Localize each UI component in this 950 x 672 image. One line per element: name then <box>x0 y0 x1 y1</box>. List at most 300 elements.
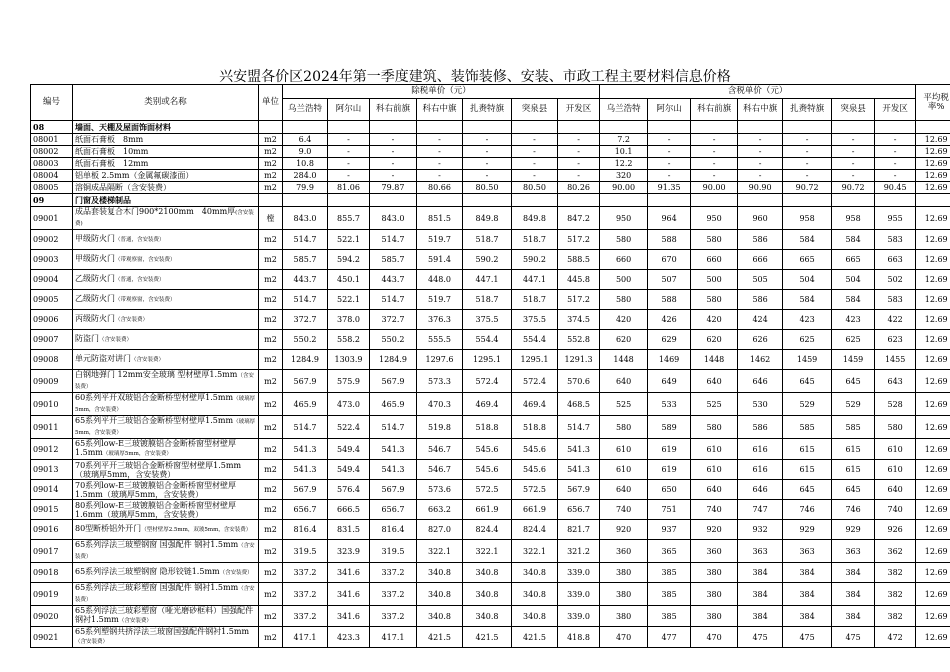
pretax-price-cell: 339.0 <box>558 563 600 583</box>
tax-price-cell: 625 <box>832 330 875 350</box>
item-name-cell <box>73 500 259 520</box>
item-note: （玻璃厚5mm，含安装费） <box>75 396 256 413</box>
header-tax-region: 乌兰浩特 <box>600 99 648 121</box>
tax-price-cell: 384 <box>832 563 875 583</box>
item-name: 70系列平开三玻铝合金断桥窗型材壁厚1.5mm（玻璃厚5mm，含安装费） <box>75 460 242 479</box>
tax-price-cell: - <box>783 134 832 146</box>
item-name: 纸面石膏板 8mm <box>75 135 144 144</box>
item-name: 甲级防火门 <box>75 234 115 243</box>
item-name: 70系列low-E三玻镀膜铝合金断桥窗型材壁厚1.5mm（玻璃厚5mm，含安装费） <box>75 480 236 499</box>
item-name-cell <box>73 330 259 350</box>
pretax-price-cell: 661.9 <box>512 500 558 520</box>
item-name-cell <box>73 290 259 310</box>
item-code: 09020 <box>31 606 73 627</box>
empty-cell <box>417 194 463 207</box>
tax-price-cell: 960 <box>738 207 783 230</box>
item-code: 09009 <box>31 370 73 393</box>
tax-price-cell: 380 <box>600 583 648 606</box>
tax-price-cell: 362 <box>875 540 916 563</box>
tax-price-cell: 640 <box>691 480 738 500</box>
tax-price-cell: - <box>783 146 832 158</box>
item-name: 65系列浮法三玻彩塑窗（哑光磨砂框料）国强配件 钢衬1.5mm <box>75 606 254 624</box>
tax-price-cell: 475 <box>738 627 783 648</box>
pretax-price-cell: 570.6 <box>558 370 600 393</box>
item-name-cell <box>73 350 259 370</box>
tax-price-cell: 580 <box>600 230 648 250</box>
item-name-cell <box>73 270 259 290</box>
pretax-price-cell: 567.9 <box>558 480 600 500</box>
tax-rate-cell: 12.69 <box>916 500 950 520</box>
tax-price-cell: 529 <box>832 393 875 416</box>
tax-price-cell: - <box>875 134 916 146</box>
page-title: 兴安盟各价区2024年第一季度建筑、装饰装修、安装、市政工程主要材料信息价格 <box>219 69 731 85</box>
pretax-price-cell: 558.2 <box>328 330 370 350</box>
tax-price-cell: 584 <box>783 230 832 250</box>
tax-price-cell: - <box>738 146 783 158</box>
item-unit: m2 <box>259 393 283 416</box>
tax-price-cell: 645 <box>783 370 832 393</box>
table-row <box>31 520 950 540</box>
tax-price-cell: 365 <box>648 540 691 563</box>
item-note: （含安装费） <box>131 357 165 363</box>
item-name-cell <box>73 158 259 170</box>
empty-cell <box>370 194 417 207</box>
pretax-price-cell: 337.2 <box>370 606 417 627</box>
item-unit: m2 <box>259 310 283 330</box>
tax-price-cell: 585 <box>832 416 875 439</box>
item-unit: m2 <box>259 290 283 310</box>
item-code: 09001 <box>31 207 73 230</box>
tax-price-cell: 950 <box>691 207 738 230</box>
item-unit: m2 <box>259 500 283 520</box>
tax-price-cell: - <box>691 170 738 182</box>
pretax-price-cell: - <box>328 134 370 146</box>
pretax-price-cell: - <box>512 158 558 170</box>
pretax-price-cell: 10.8 <box>283 158 328 170</box>
tax-price-cell: 91.35 <box>648 182 691 194</box>
tax-price-cell: 585 <box>783 416 832 439</box>
tax-price-cell: 580 <box>875 416 916 439</box>
pretax-price-cell: 337.2 <box>283 563 328 583</box>
pretax-price-cell: 518.7 <box>512 290 558 310</box>
item-name: 溶铜成品隔断（含安装费） <box>75 183 171 192</box>
pretax-price-cell: - <box>512 134 558 146</box>
tax-price-cell: 588 <box>648 290 691 310</box>
tax-price-cell: 528 <box>875 393 916 416</box>
tax-rate-cell: 12.69 <box>916 290 950 310</box>
pretax-price-cell: 473.0 <box>328 393 370 416</box>
tax-price-cell: - <box>783 158 832 170</box>
pretax-price-cell: 1284.9 <box>283 350 328 370</box>
table-row <box>31 230 950 250</box>
item-name-cell <box>73 480 259 500</box>
tax-price-cell: 645 <box>783 480 832 500</box>
tax-rate-cell: 12.69 <box>916 230 950 250</box>
item-name-cell <box>73 563 259 583</box>
tax-price-cell: 583 <box>875 290 916 310</box>
pretax-price-cell: 824.4 <box>512 520 558 540</box>
item-code: 09016 <box>31 520 73 540</box>
item-code: 09004 <box>31 270 73 290</box>
pretax-price-cell: 418.8 <box>558 627 600 648</box>
item-note: （含安装费） <box>75 639 109 645</box>
header-tax-region: 扎赉特旗 <box>783 99 832 121</box>
pretax-price-cell: 541.3 <box>283 460 328 480</box>
tax-price-cell: 504 <box>783 270 832 290</box>
pretax-price-cell: 321.2 <box>558 540 600 563</box>
pretax-price-cell: 851.5 <box>417 207 463 230</box>
pretax-price-cell: 340.8 <box>463 583 512 606</box>
pretax-price-cell: - <box>370 146 417 158</box>
tax-price-cell: 666 <box>738 250 783 270</box>
pretax-price-cell: 514.7 <box>283 290 328 310</box>
item-name: 成品套装复合木门900*2100mm 40mm厚 <box>75 207 236 216</box>
item-name-cell <box>73 134 259 146</box>
item-note: （含安装费） <box>115 317 149 323</box>
pretax-price-cell: 340.8 <box>512 583 558 606</box>
pretax-price-cell: 322.1 <box>463 540 512 563</box>
item-note: （含安装费） <box>75 373 254 390</box>
item-note: （含安装费） <box>75 586 255 603</box>
tax-price-cell: 1448 <box>691 350 738 370</box>
pretax-price-cell: 417.1 <box>370 627 417 648</box>
tax-price-cell: - <box>648 134 691 146</box>
tax-price-cell: 625 <box>783 330 832 350</box>
item-unit: m2 <box>259 627 283 648</box>
item-code: 09002 <box>31 230 73 250</box>
tax-rate-cell: 12.69 <box>916 520 950 540</box>
pretax-price-cell: 469.4 <box>463 393 512 416</box>
pretax-price-cell: - <box>463 134 512 146</box>
tax-rate-cell: 12.69 <box>916 439 950 460</box>
empty-cell <box>691 121 738 134</box>
pretax-price-cell: 340.8 <box>417 583 463 606</box>
item-name-cell <box>73 207 259 230</box>
tax-rate-cell: 12.69 <box>916 460 950 480</box>
tax-price-cell: 937 <box>648 520 691 540</box>
tax-price-cell: 384 <box>738 583 783 606</box>
pretax-price-cell: 468.5 <box>558 393 600 416</box>
pretax-price-cell: 550.2 <box>283 330 328 350</box>
tax-price-cell: 751 <box>648 500 691 520</box>
pretax-price-cell: 590.2 <box>463 250 512 270</box>
pretax-price-cell: 656.7 <box>370 500 417 520</box>
item-name-cell <box>73 310 259 330</box>
table-row <box>31 460 950 480</box>
item-unit: m2 <box>259 606 283 627</box>
pretax-price-cell: 518.7 <box>512 230 558 250</box>
pretax-price-cell: 514.7 <box>558 416 600 439</box>
tax-price-cell: 363 <box>738 540 783 563</box>
item-note: （型材壁厚2.5mm，双玻5mm，含安装费） <box>141 527 252 533</box>
pretax-price-cell: 450.1 <box>328 270 370 290</box>
tax-price-cell: 740 <box>875 500 916 520</box>
header-tax-region: 科右前旗 <box>691 99 738 121</box>
tax-price-cell: 629 <box>648 330 691 350</box>
tax-price-cell: 665 <box>783 250 832 270</box>
item-name: 65系列塑钢共挤浮法三玻窗国强配件钢衬1.5mm <box>75 627 250 636</box>
tax-price-cell: 663 <box>875 250 916 270</box>
item-name-cell <box>73 250 259 270</box>
pretax-price-cell: 567.9 <box>370 480 417 500</box>
tax-price-cell: 380 <box>600 563 648 583</box>
tax-rate-cell: 12.69 <box>916 170 950 182</box>
tax-price-cell: 958 <box>783 207 832 230</box>
pretax-price-cell: 514.7 <box>283 416 328 439</box>
tax-price-cell: 380 <box>691 583 738 606</box>
tax-price-cell: - <box>832 158 875 170</box>
tax-price-cell: - <box>691 158 738 170</box>
pretax-price-cell: - <box>512 170 558 182</box>
tax-price-cell: - <box>691 146 738 158</box>
pretax-price-cell: - <box>370 134 417 146</box>
tax-price-cell: 384 <box>832 606 875 627</box>
pretax-price-cell: 519.8 <box>417 416 463 439</box>
empty-cell <box>328 194 370 207</box>
table-row <box>31 290 950 310</box>
pretax-price-cell: 816.4 <box>370 520 417 540</box>
tax-price-cell: - <box>832 170 875 182</box>
pretax-price-cell: 575.9 <box>328 370 370 393</box>
pretax-price-cell: 567.9 <box>283 480 328 500</box>
table-row <box>31 480 950 500</box>
pretax-price-cell: 1297.6 <box>417 350 463 370</box>
pretax-price-cell: 843.0 <box>370 207 417 230</box>
tax-rate-cell: 12.69 <box>916 250 950 270</box>
item-unit: m2 <box>259 330 283 350</box>
tax-rate-cell: 12.69 <box>916 146 950 158</box>
item-note: （含安装费） <box>118 618 152 624</box>
pretax-price-cell: - <box>558 158 600 170</box>
tax-price-cell: - <box>875 146 916 158</box>
pretax-price-cell: 1303.9 <box>328 350 370 370</box>
pretax-price-cell: 375.5 <box>463 310 512 330</box>
tax-price-cell: 586 <box>738 230 783 250</box>
tax-rate-cell: 12.69 <box>916 563 950 583</box>
tax-price-cell: 504 <box>832 270 875 290</box>
pretax-price-cell: 80.66 <box>417 182 463 194</box>
tax-price-cell: 615 <box>783 439 832 460</box>
empty-cell <box>916 194 950 207</box>
item-name-cell <box>73 146 259 158</box>
pretax-price-cell: 514.7 <box>283 230 328 250</box>
pretax-price-cell: - <box>463 146 512 158</box>
tax-price-cell: 420 <box>600 310 648 330</box>
tax-rate-cell: 12.69 <box>916 270 950 290</box>
pretax-price-cell: - <box>463 170 512 182</box>
tax-price-cell: 424 <box>738 310 783 330</box>
item-name-cell <box>73 583 259 606</box>
tax-price-cell: 580 <box>691 290 738 310</box>
pretax-price-cell: 541.3 <box>558 460 600 480</box>
tax-rate-cell: 12.69 <box>916 370 950 393</box>
item-name: 80型断桥铝外开门 <box>75 524 142 533</box>
tax-price-cell: 964 <box>648 207 691 230</box>
pretax-price-cell: 831.5 <box>328 520 370 540</box>
pretax-price-cell: 518.7 <box>463 230 512 250</box>
pretax-price-cell: 550.2 <box>370 330 417 350</box>
tax-price-cell: 472 <box>875 627 916 648</box>
table-row <box>31 627 950 648</box>
tax-price-cell: 650 <box>648 480 691 500</box>
section-row <box>31 194 950 207</box>
item-note: （玻璃厚5mm，含安装费） <box>75 419 256 436</box>
empty-cell <box>283 194 328 207</box>
pretax-price-cell: 421.5 <box>512 627 558 648</box>
pretax-price-cell: 374.5 <box>558 310 600 330</box>
section-name: 墙面、天棚及屋面饰面材料 <box>73 121 259 134</box>
tax-price-cell: 643 <box>875 370 916 393</box>
tax-price-cell: - <box>738 170 783 182</box>
item-code: 08004 <box>31 170 73 182</box>
tax-price-cell: 525 <box>600 393 648 416</box>
tax-rate-cell: 12.69 <box>916 310 950 330</box>
tax-price-cell: 583 <box>875 230 916 250</box>
pretax-price-cell: 554.4 <box>512 330 558 350</box>
item-code: 09010 <box>31 393 73 416</box>
pretax-price-cell: 545.6 <box>512 439 558 460</box>
pretax-price-cell: 341.6 <box>328 583 370 606</box>
pretax-price-cell: 447.1 <box>512 270 558 290</box>
pretax-price-cell: 448.0 <box>417 270 463 290</box>
tax-rate-cell: 12.69 <box>916 207 950 230</box>
pretax-price-cell: 1291.3 <box>558 350 600 370</box>
table-row <box>31 606 950 627</box>
tax-price-cell: 382 <box>875 606 916 627</box>
tax-price-cell: 649 <box>648 370 691 393</box>
item-unit: m2 <box>259 182 283 194</box>
header-pretax-group: 除税单价（元） <box>283 85 600 99</box>
tax-price-cell: 586 <box>738 290 783 310</box>
pretax-price-cell: - <box>417 134 463 146</box>
tax-price-cell: 384 <box>738 606 783 627</box>
pretax-price-cell: 340.8 <box>512 563 558 583</box>
pretax-price-cell: 549.4 <box>328 460 370 480</box>
empty-cell <box>648 194 691 207</box>
header-pre-region: 科右中旗 <box>417 99 463 121</box>
tax-price-cell: - <box>875 170 916 182</box>
pretax-price-cell: 545.6 <box>512 460 558 480</box>
tax-price-cell: 363 <box>832 540 875 563</box>
header-tax-region: 突泉县 <box>832 99 875 121</box>
tax-rate-cell: 12.69 <box>916 330 950 350</box>
tax-price-cell: 584 <box>832 230 875 250</box>
pretax-price-cell: 545.6 <box>463 460 512 480</box>
pretax-price-cell: 585.7 <box>283 250 328 270</box>
tax-price-cell: 530 <box>738 393 783 416</box>
pretax-price-cell: 443.7 <box>283 270 328 290</box>
tax-price-cell: 1448 <box>600 350 648 370</box>
header-unit: 单位 <box>259 85 283 121</box>
pretax-price-cell: 656.7 <box>283 500 328 520</box>
pretax-price-cell: 1295.1 <box>463 350 512 370</box>
tax-price-cell: 507 <box>648 270 691 290</box>
pretax-price-cell: 340.8 <box>417 606 463 627</box>
pretax-price-cell: 585.7 <box>370 250 417 270</box>
item-name: 甲级防火门 <box>75 254 115 263</box>
tax-rate-cell: 12.69 <box>916 627 950 648</box>
item-name-cell <box>73 170 259 182</box>
empty-cell <box>648 121 691 134</box>
item-code: 09011 <box>31 416 73 439</box>
pretax-price-cell: 79.87 <box>370 182 417 194</box>
header-name: 类别或名称 <box>73 85 259 121</box>
pretax-price-cell: 816.4 <box>283 520 328 540</box>
tax-rate-cell: 12.69 <box>916 350 950 370</box>
item-code: 08001 <box>31 134 73 146</box>
item-unit: m2 <box>259 270 283 290</box>
pretax-price-cell: 323.9 <box>328 540 370 563</box>
item-name: 纸面石膏板 10mm <box>75 147 149 156</box>
pretax-price-cell: 514.7 <box>370 416 417 439</box>
tax-price-cell: 619 <box>648 460 691 480</box>
empty-cell <box>463 194 512 207</box>
tax-price-cell: 475 <box>783 627 832 648</box>
pretax-price-cell: 340.8 <box>417 563 463 583</box>
tax-price-cell: - <box>738 134 783 146</box>
empty-cell <box>875 194 916 207</box>
pretax-price-cell: 573.6 <box>417 480 463 500</box>
tax-price-cell: 740 <box>600 500 648 520</box>
header-pre-region: 扎赉特旗 <box>463 99 512 121</box>
pretax-price-cell: 518.7 <box>463 290 512 310</box>
item-name: 丙级防火门 <box>75 314 115 323</box>
tax-price-cell: 423 <box>832 310 875 330</box>
tax-price-cell: 616 <box>738 460 783 480</box>
empty-cell <box>832 194 875 207</box>
tax-price-cell: 588 <box>648 230 691 250</box>
pretax-price-cell: 847.2 <box>558 207 600 230</box>
tax-price-cell: 584 <box>832 290 875 310</box>
tax-price-cell: 422 <box>875 310 916 330</box>
item-note: （带观察窗，含安装费） <box>115 297 176 303</box>
tax-price-cell: 90.00 <box>600 182 648 194</box>
pretax-price-cell: 337.2 <box>283 583 328 606</box>
tax-price-cell: - <box>648 158 691 170</box>
pretax-price-cell: 573.3 <box>417 370 463 393</box>
pretax-price-cell: 445.8 <box>558 270 600 290</box>
table-row <box>31 170 950 182</box>
section-code: 08 <box>31 121 73 134</box>
pretax-price-cell: 514.7 <box>370 290 417 310</box>
tax-price-cell: 382 <box>875 583 916 606</box>
pretax-price-cell: 855.7 <box>328 207 370 230</box>
pretax-price-cell: 341.6 <box>328 563 370 583</box>
tax-price-cell: 616 <box>738 439 783 460</box>
tax-price-cell: 670 <box>648 250 691 270</box>
item-note: (含安装费) <box>75 210 254 227</box>
tax-price-cell: 660 <box>691 250 738 270</box>
tax-price-cell: 580 <box>600 290 648 310</box>
item-name-cell <box>73 416 259 439</box>
tax-price-cell: 502 <box>875 270 916 290</box>
tax-price-cell: 500 <box>691 270 738 290</box>
tax-price-cell: 620 <box>600 330 648 350</box>
tax-price-cell: 623 <box>875 330 916 350</box>
pretax-price-cell: 554.4 <box>463 330 512 350</box>
header-tax-region: 科右中旗 <box>738 99 783 121</box>
item-name-cell <box>73 627 259 648</box>
pretax-price-cell: 447.1 <box>463 270 512 290</box>
tax-price-cell: - <box>738 158 783 170</box>
tax-price-cell: 580 <box>691 416 738 439</box>
tax-price-cell: - <box>648 146 691 158</box>
pretax-price-cell: 470.3 <box>417 393 463 416</box>
empty-cell <box>512 121 558 134</box>
item-code: 09015 <box>31 500 73 520</box>
header-pre-region: 突泉县 <box>512 99 558 121</box>
table-row <box>31 146 950 158</box>
